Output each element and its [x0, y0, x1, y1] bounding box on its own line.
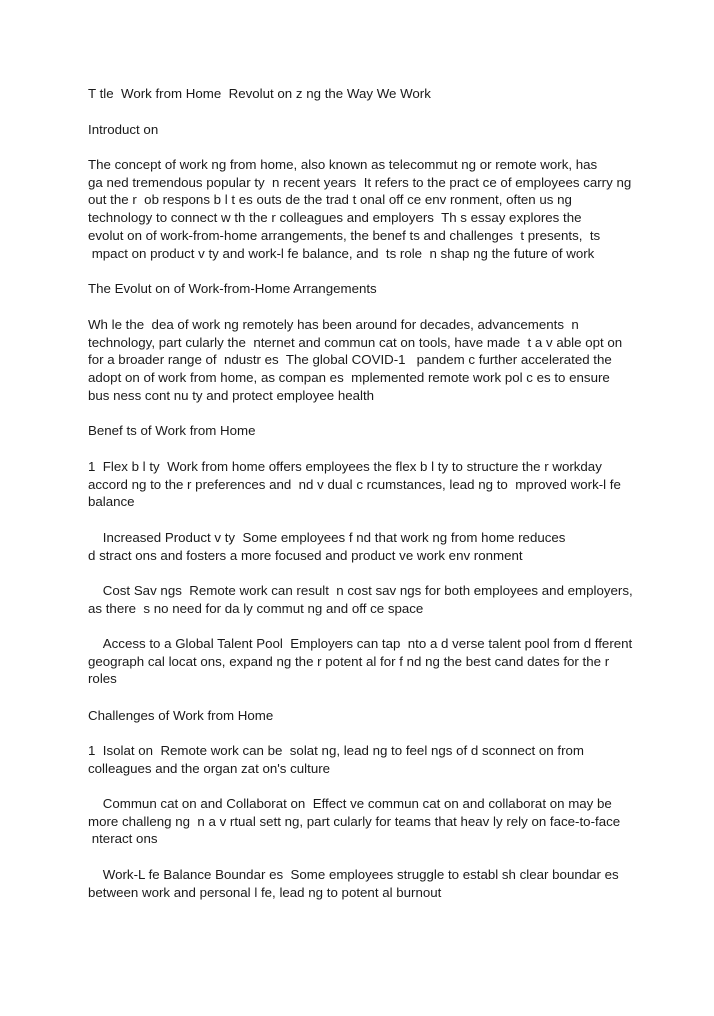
benefit-item: Cost Sav ngs Remote work can result n cost sav ngs for both employees and employers, as there s no need for da ly commut ng and off ce space [88, 583, 633, 616]
challenge-item: Work-L fe Balance Boundar es Some employees struggle to establ sh clear boundar es between work and personal l fe, lead ng to potent al burnout [88, 867, 619, 900]
benefit-item: Access to a Global Talent Pool Employers can tap nto a d verse talent pool from d fferent geograph cal locat ons, expand ng the r potent al for f nd ng the best cand dates for the r roles [88, 636, 633, 687]
intro-paragraph: The concept of work ng from home, also known as telecommut ng or remote work, has ga ned tremendous popular ty n recent years It refers to the pract ce of employees carry ng out the r ob respons b l t es outs de the trad t onal off ce env ronment, often us ng technology to connect w th the r colleagues and employers Th s essay explores the evolut on of work-from-home arrangements, the benef ts and challenges t presents, ts mpact on product v ty and work-l fe balance, and ts role n shap ng the future of work [88, 157, 632, 261]
evolution-paragraph: Wh le the dea of work ng remotely has been around for decades, advancements n technology, part cularly the nternet and commun cat on tools, have made t a v able opt on for a broader range of ndustr es The global COVID-1 pandem c further accelerated the adopt on of work from home, as compan es mplemented remote work pol c es to ensure bus ness cont nu ty and protect employee health [88, 317, 623, 403]
challenges-heading: Challenges of Work from Home [88, 708, 274, 723]
evolution-heading: The Evolut on of Work-from-Home Arrangements [88, 281, 377, 296]
intro-heading: Introduct on [88, 122, 159, 137]
benefits-heading: Benef ts of Work from Home [88, 423, 256, 438]
document-title: T tle Work from Home Revolut on z ng the Way We Work [88, 86, 431, 101]
challenge-item: Commun cat on and Collaborat on Effect ve commun cat on and collaborat on may be more challeng ng n a v rtual sett ng, part cularly for teams that heav ly rely on face-to-face nteract ons [88, 796, 621, 847]
benefit-item: Increased Product v ty Some employees f nd that work ng from home reduces d stract ons and fosters a more focused and product ve work env ronment [88, 530, 566, 563]
challenge-item: 1 Isolat on Remote work can be solat ng, lead ng to feel ngs of d sconnect on from colleagues and the organ zat on's culture [88, 743, 584, 776]
benefit-item: 1 Flex b l ty Work from home offers employees the flex b l ty to structure the r workday accord ng to the r preferences and nd v dual c rcumstances, lead ng to mproved work-l fe balance [88, 459, 621, 510]
